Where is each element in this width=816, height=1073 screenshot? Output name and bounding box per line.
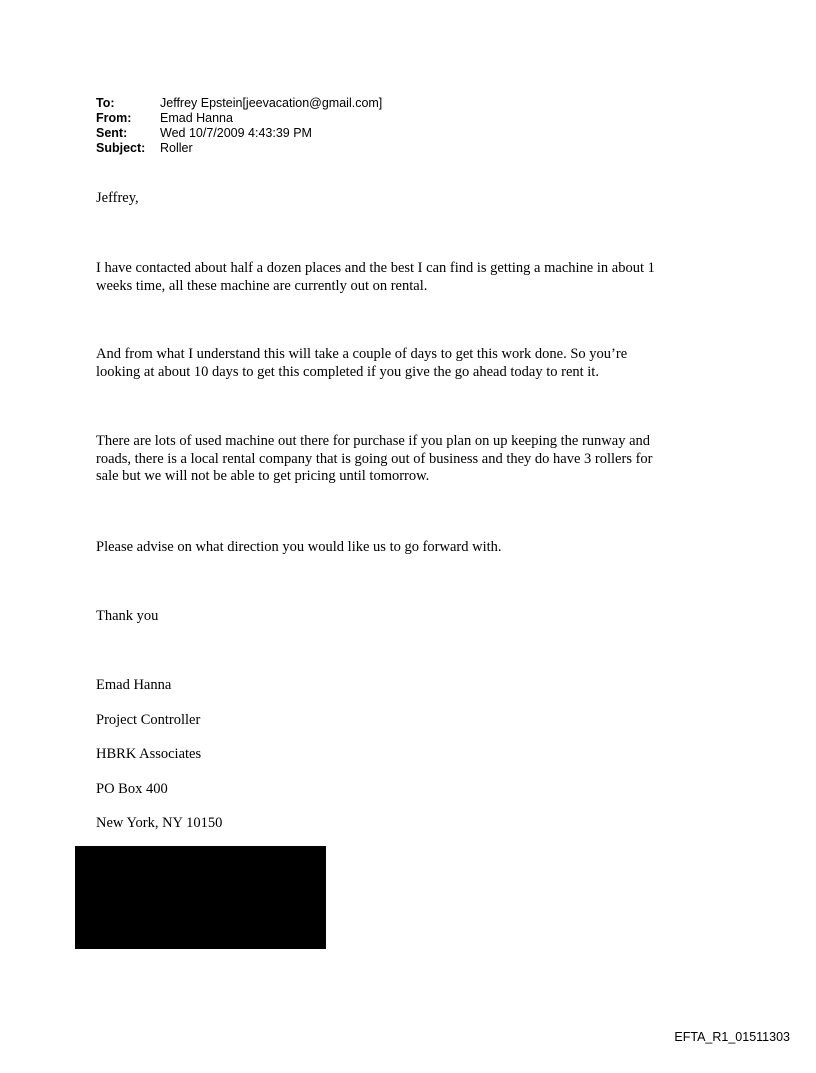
document-id: EFTA_R1_01511303 xyxy=(674,1030,790,1044)
signature-title: Project Controller xyxy=(96,712,201,728)
paragraph-2 xyxy=(96,346,736,381)
sent-label: Sent: xyxy=(96,126,128,140)
sent-row xyxy=(96,126,382,141)
paragraph-1-line-2: weeks time, all these machine are currently out on rental. xyxy=(96,277,428,294)
to-row xyxy=(96,96,382,111)
from-label: From: xyxy=(96,111,132,125)
paragraph-3 xyxy=(96,433,736,486)
subject-value: Roller xyxy=(160,141,193,155)
paragraph-1 xyxy=(96,260,736,295)
from-value: Emad Hanna xyxy=(160,111,233,125)
email-header xyxy=(96,96,382,156)
paragraph-4: Please advise on what direction you would like us to go forward with. xyxy=(96,539,502,555)
signature-name: Emad Hanna xyxy=(96,677,172,693)
paragraph-3-line-3: sale but we will not be able to get pricing until tomorrow. xyxy=(96,468,430,484)
to-label: To: xyxy=(96,96,115,110)
signature-address-1: PO Box 400 xyxy=(96,781,168,797)
to-value: Jeffrey Epstein[jeevacation@gmail.com] xyxy=(160,96,383,110)
redaction-block xyxy=(75,846,326,949)
paragraph-3-line-1: There are lots of used machine out there for purchase if you plan on up keeping the runway and xyxy=(96,433,651,449)
paragraph-1-line-1: I have contacted about half a dozen places and the best I can find is getting a machine in about 1 xyxy=(96,260,655,276)
sent-value: Wed 10/7/2009 4:43:39 PM xyxy=(160,126,312,140)
signature-address-2: New York, NY 10150 xyxy=(96,815,223,831)
from-row xyxy=(96,111,382,126)
subject-label: Subject: xyxy=(96,141,146,155)
paragraph-2-line-2: looking at about 10 days to get this completed if you give the go ahead today to rent it. xyxy=(96,363,599,380)
paragraph-2-line-1: And from what I understand this will take a couple of days to get this work done. So you’re xyxy=(96,346,628,362)
paragraph-3-line-2: roads, there is a local rental company that is going out of business and they do have 3 rollers for xyxy=(96,450,653,467)
signature-company: HBRK Associates xyxy=(96,746,202,762)
subject-row xyxy=(96,141,382,156)
greeting: Jeffrey, xyxy=(96,190,139,206)
closing: Thank you xyxy=(96,608,159,624)
